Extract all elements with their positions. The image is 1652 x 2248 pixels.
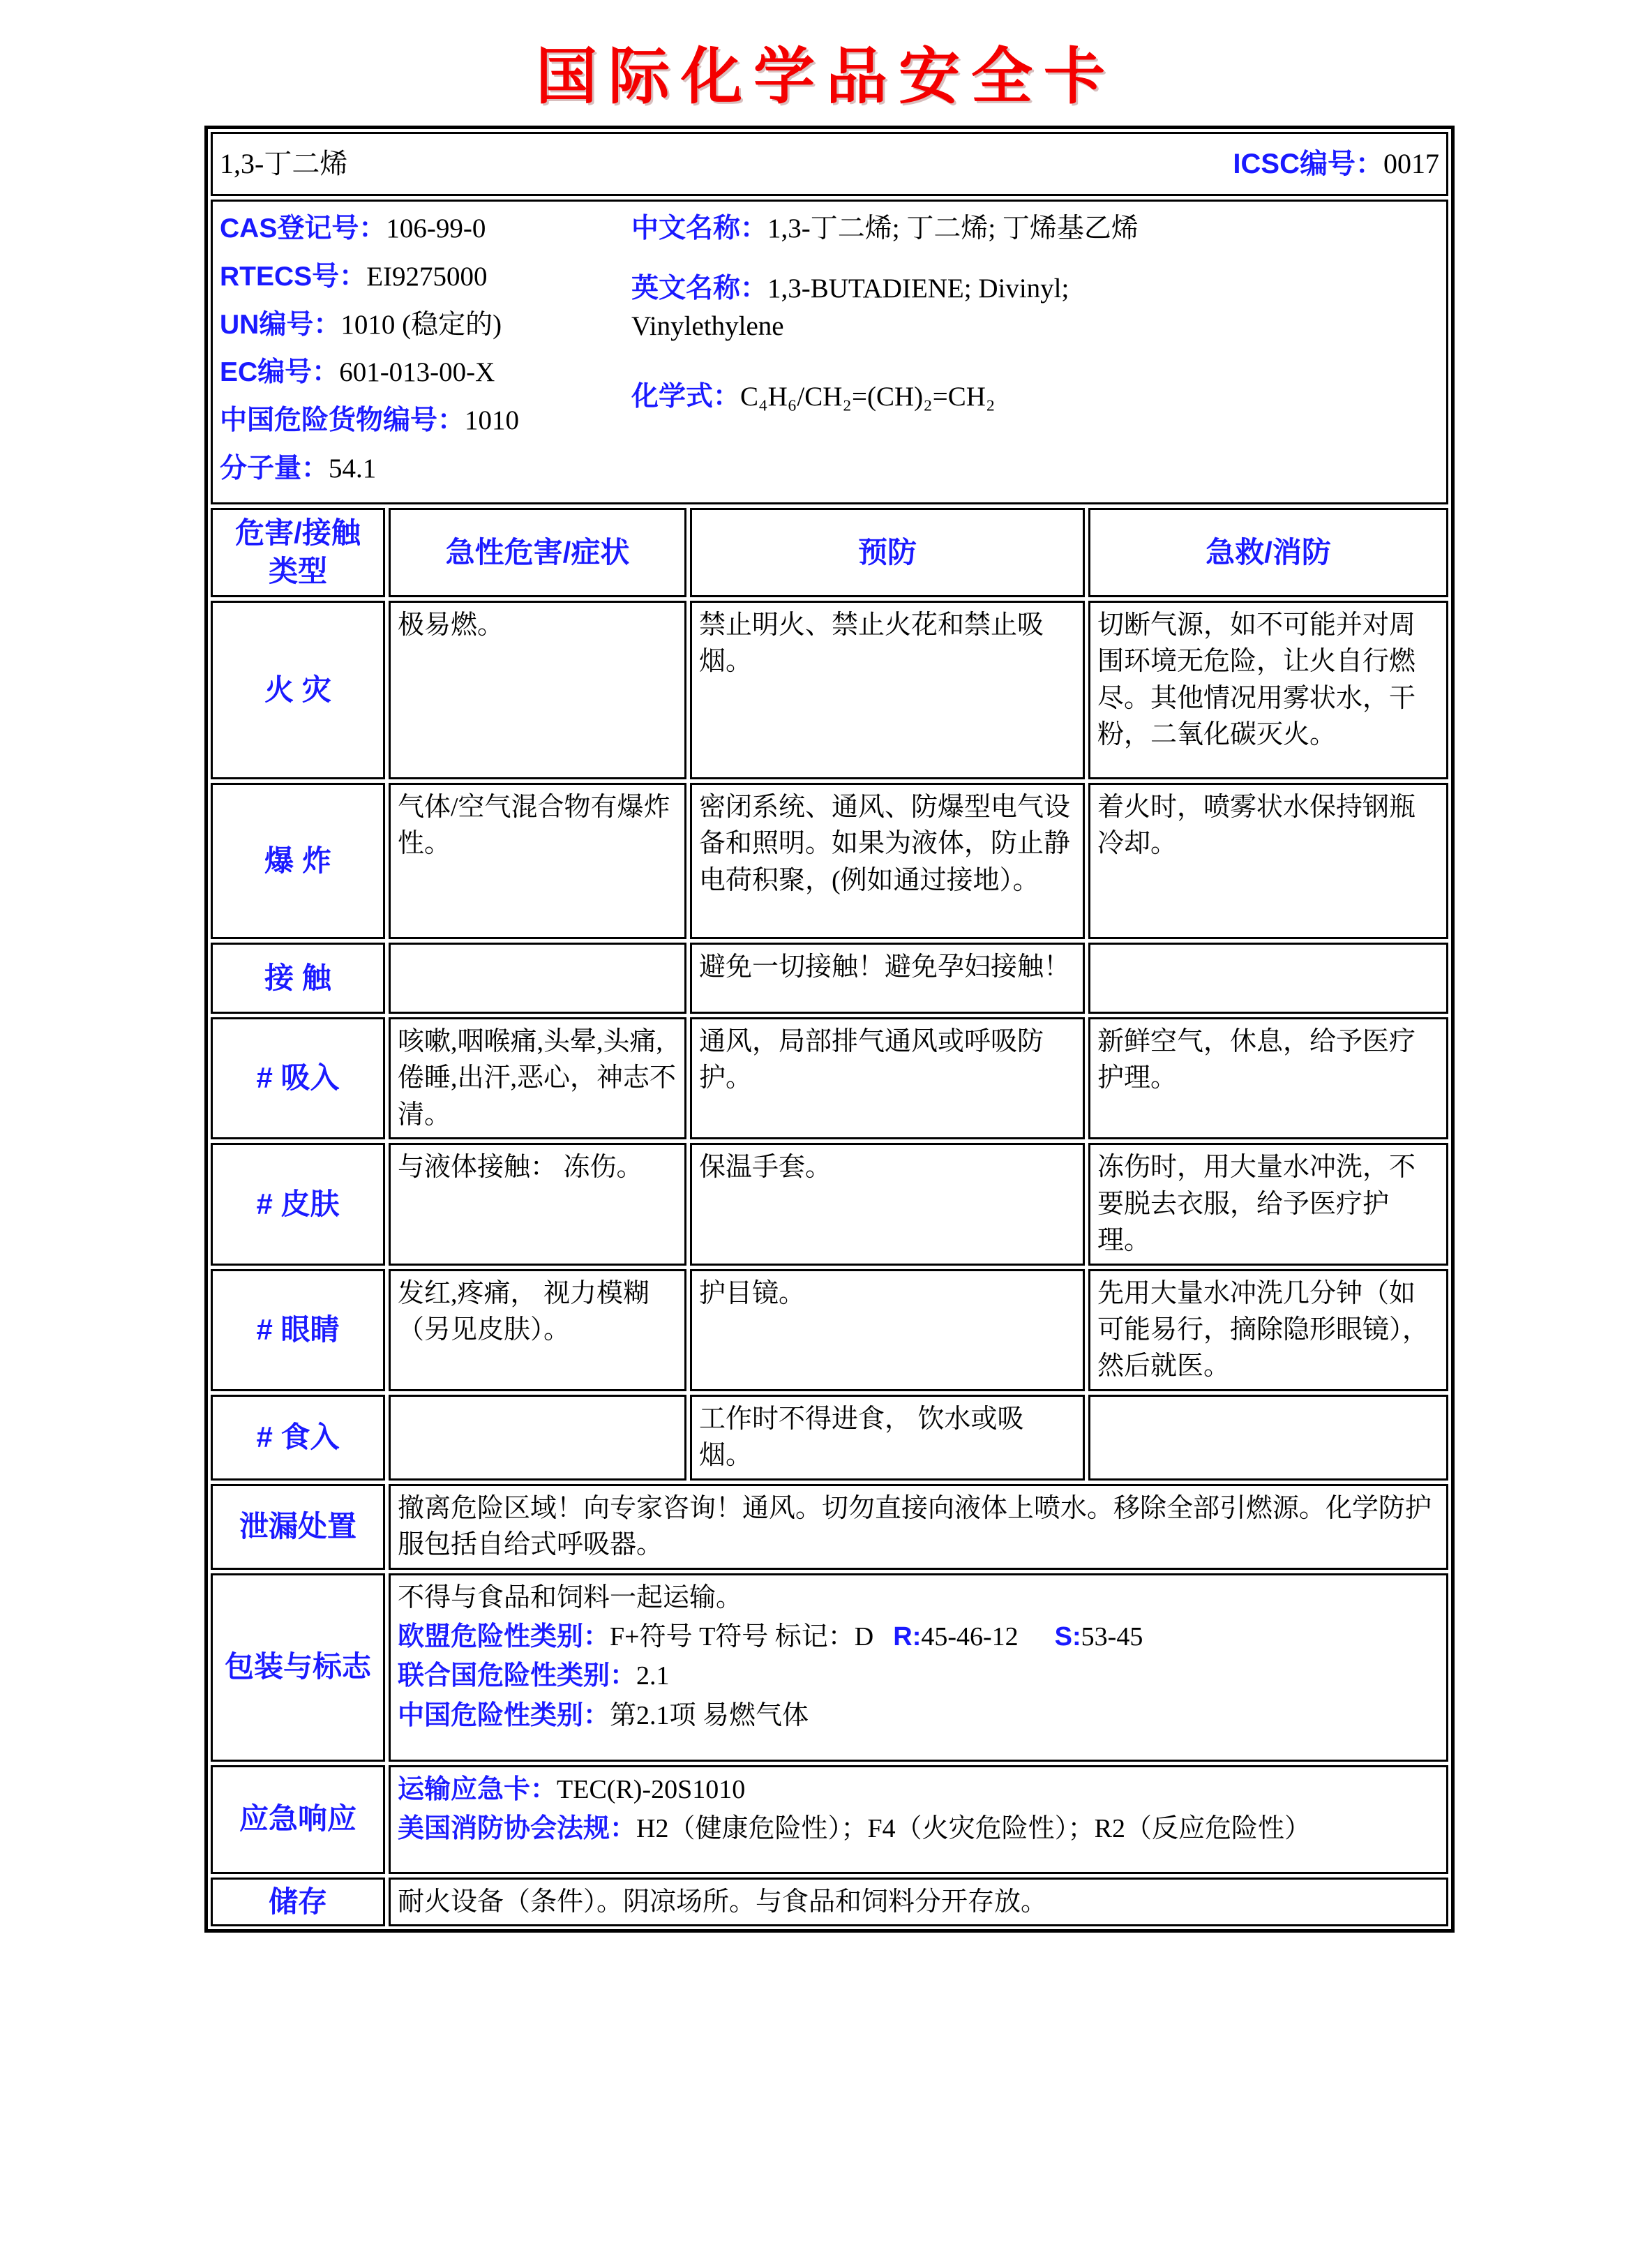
- cas-line: [220, 210, 631, 248]
- cn-cargo-label: 中国危险货物编号：: [220, 405, 465, 436]
- info-row: [211, 200, 1448, 504]
- cas-value: 106-99-0: [386, 213, 486, 243]
- emergency-row: [211, 1765, 1448, 1874]
- contact-prevention-cell: 避免一切接触！避免孕妇接触！: [690, 943, 1085, 1014]
- hazard-row-contact: [211, 943, 1448, 1014]
- inhalation-symptoms-cell: 咳嗽,咽喉痛,头晕,头痛,倦睡,出汗,恶心，神志不清。: [389, 1017, 686, 1139]
- hazard-row-ingestion: [211, 1395, 1448, 1481]
- en-name-value-1: 1,3-BUTADIENE; Divinyl;: [767, 273, 1069, 304]
- packaging-transport-note: 不得与食品和饲料一起运输。: [398, 1582, 743, 1612]
- hazard-row-eyes: [211, 1269, 1448, 1391]
- un-label: UN编号：: [220, 309, 341, 340]
- zh-name-value: 1,3-丁二烯; 丁二烯; 丁烯基乙烯: [767, 213, 1139, 243]
- eyes-firstaid-cell: 先用大量水冲洗几分钟（如可能易行，摘除隐形眼镜），然后就医。: [1088, 1269, 1448, 1391]
- hazard-row-fire: [211, 601, 1448, 779]
- icsc-label: ICSC编号：: [1233, 148, 1383, 179]
- skin-prevention-cell: 保温手套。: [690, 1143, 1085, 1265]
- hazard-header-type: [211, 508, 385, 597]
- s-phrase-label: S:: [1054, 1622, 1081, 1651]
- cn-class-label: 中国危险性类别：: [398, 1700, 610, 1730]
- tec-value: TEC(R)-20S1010: [557, 1774, 746, 1804]
- rtecs-line: [220, 258, 631, 296]
- formula-value: C₄H₆/CH₂=(CH)₂=CH₂: [740, 382, 996, 412]
- storage-text-cell: 耐火设备（条件）。阴凉场所。与食品和饲料分开存放。: [389, 1878, 1448, 1926]
- explosion-firstaid-cell: 着火时，喷雾状水保持钢瓶冷却。: [1088, 783, 1448, 939]
- explosion-type-label: 爆 炸: [211, 783, 385, 939]
- ec-label: EC编号：: [220, 357, 340, 388]
- fire-firstaid-cell: 切断气源，如不可能并对周围环境无危险，让火自行燃尽。其他情况用雾状水，干粉，二氧化碳灭火。: [1088, 601, 1448, 779]
- icsc-number: [1233, 144, 1439, 183]
- emergency-nfpa-line: [398, 1811, 1439, 1847]
- eu-class-value: F+符号 T符号 标记：D: [610, 1622, 874, 1651]
- chemical-name: 1,3-丁二烯: [220, 148, 348, 180]
- packaging-eu-line: [398, 1619, 1439, 1655]
- r-phrase-label: R:: [893, 1622, 922, 1651]
- packaging-un-line: [398, 1658, 1439, 1694]
- skin-type-label: # 皮肤: [211, 1143, 385, 1265]
- ingestion-type-label: # 食入: [211, 1395, 385, 1481]
- formula-label: 化学式：: [631, 382, 741, 412]
- hazard-header-firstaid: 急救/消防: [1088, 508, 1448, 597]
- hazard-header-row: [211, 508, 1448, 597]
- contact-symptoms-cell: [389, 943, 686, 1014]
- eu-class-label: 欧盟危险性类别：: [398, 1622, 610, 1651]
- info-right-column: [631, 210, 1189, 426]
- hazard-header-symptoms: 急性危害/症状: [389, 508, 686, 597]
- inhalation-type-label: # 吸入: [211, 1017, 385, 1139]
- skin-symptoms-cell: 与液体接触： 冻伤。: [389, 1143, 686, 1265]
- page-title: 国际化学品安全卡: [535, 42, 1116, 111]
- hazard-header-type-line1: 危害/接触: [235, 516, 361, 550]
- tec-label: 运输应急卡：: [398, 1774, 557, 1804]
- emergency-tec-line: [398, 1771, 1439, 1808]
- cas-label: CAS登记号：: [220, 213, 386, 243]
- nfpa-value: H2（健康危险性）；F4（火灾危险性）；R2（反应危险性）: [636, 1814, 1311, 1843]
- packaging-cn-line: [398, 1698, 1439, 1734]
- hazard-row-inhalation: [211, 1017, 1448, 1139]
- en-name-line: [631, 270, 1189, 345]
- zh-name-label: 中文名称：: [631, 213, 768, 243]
- cn-cargo-value: 1010: [465, 405, 520, 436]
- rtecs-label: RTECS号：: [220, 261, 367, 292]
- inhalation-firstaid-cell: 新鲜空气，休息，给予医疗护理。: [1088, 1017, 1448, 1139]
- r-phrase-value: 45-46-12: [921, 1622, 1019, 1651]
- mw-value: 54.1: [329, 454, 377, 484]
- un-value: 1010 (稳定的): [340, 309, 502, 340]
- icsc-value: 0017: [1383, 147, 1439, 179]
- fire-symptoms-cell: 极易燃。: [389, 601, 686, 779]
- packaging-content-cell: [389, 1573, 1448, 1762]
- eyes-prevention-cell: 护目镜。: [690, 1269, 1085, 1391]
- storage-row: [211, 1878, 1448, 1926]
- skin-firstaid-cell: 冻伤时，用大量水冲洗，不要脱去衣服，给予医疗护理。: [1088, 1143, 1448, 1265]
- eyes-symptoms-cell: 发红,疼痛， 视力模糊（另见皮肤）。: [389, 1269, 686, 1391]
- mw-line: [220, 450, 631, 488]
- en-name-value-2: Vinylethylene: [631, 310, 784, 341]
- packaging-row: [211, 1573, 1448, 1762]
- spill-row: [211, 1484, 1448, 1570]
- spill-label: 泄漏处置: [211, 1484, 385, 1570]
- contact-type-label: 接 触: [211, 943, 385, 1014]
- explosion-symptoms-cell: 气体/空气混合物有爆炸性。: [389, 783, 686, 939]
- rtecs-value: EI9275000: [366, 261, 488, 292]
- cn-class-value: 第2.1项 易燃气体: [610, 1700, 809, 1730]
- un-class-value: 2.1: [636, 1661, 670, 1691]
- hazard-header-prevention: 预防: [690, 508, 1085, 597]
- un-class-label: 联合国危险性类别：: [398, 1661, 637, 1691]
- s-phrase-value: 53-45: [1081, 1622, 1143, 1651]
- ec-line: [220, 354, 631, 391]
- fire-prevention-cell: 禁止明火、禁止火花和禁止吸烟。: [690, 601, 1085, 779]
- zh-name-line: [631, 210, 1189, 248]
- nfpa-label: 美国消防协会法规：: [398, 1814, 637, 1843]
- info-left-column: [220, 210, 631, 498]
- un-line: [220, 306, 631, 344]
- contact-firstaid-cell: [1088, 943, 1448, 1014]
- cn-cargo-line: [220, 402, 631, 440]
- explosion-prevention-cell: 密闭系统、通风、防爆型电气设备和照明。如果为液体，防止静电荷积聚，(例如通过接地）。: [690, 783, 1085, 939]
- mw-label: 分子量：: [220, 454, 329, 484]
- ingestion-symptoms-cell: [389, 1395, 686, 1481]
- inhalation-prevention-cell: 通风，局部排气通风或呼吸防护。: [690, 1017, 1085, 1139]
- ingestion-firstaid-cell: [1088, 1395, 1448, 1481]
- emergency-label: 应急响应: [211, 1765, 385, 1874]
- fire-type-label: 火 灾: [211, 601, 385, 779]
- storage-label: 储存: [211, 1878, 385, 1926]
- ec-value: 601-013-00-X: [339, 357, 495, 388]
- emergency-content-cell: [389, 1765, 1448, 1874]
- en-name-label: 英文名称：: [631, 273, 768, 304]
- ingestion-prevention-cell: 工作时不得进食， 饮水或吸烟。: [690, 1395, 1085, 1481]
- hazard-header-type-line2: 类型: [268, 554, 327, 587]
- info-cell: [211, 200, 1448, 504]
- safety-card: [204, 126, 1455, 1933]
- header-bar-cell: [211, 132, 1448, 196]
- eyes-type-label: # 眼睛: [211, 1269, 385, 1391]
- spill-text-cell: 撤离危险区域！向专家咨询！通风。切勿直接向液体上喷水。移除全部引燃源。化学防护服包括自给式呼吸器。: [389, 1484, 1448, 1570]
- packaging-label: 包装与标志: [211, 1573, 385, 1762]
- hazard-row-skin: [211, 1143, 1448, 1265]
- hazard-row-explosion: [211, 783, 1448, 939]
- header-row: [211, 132, 1448, 196]
- formula-line: [631, 378, 1189, 416]
